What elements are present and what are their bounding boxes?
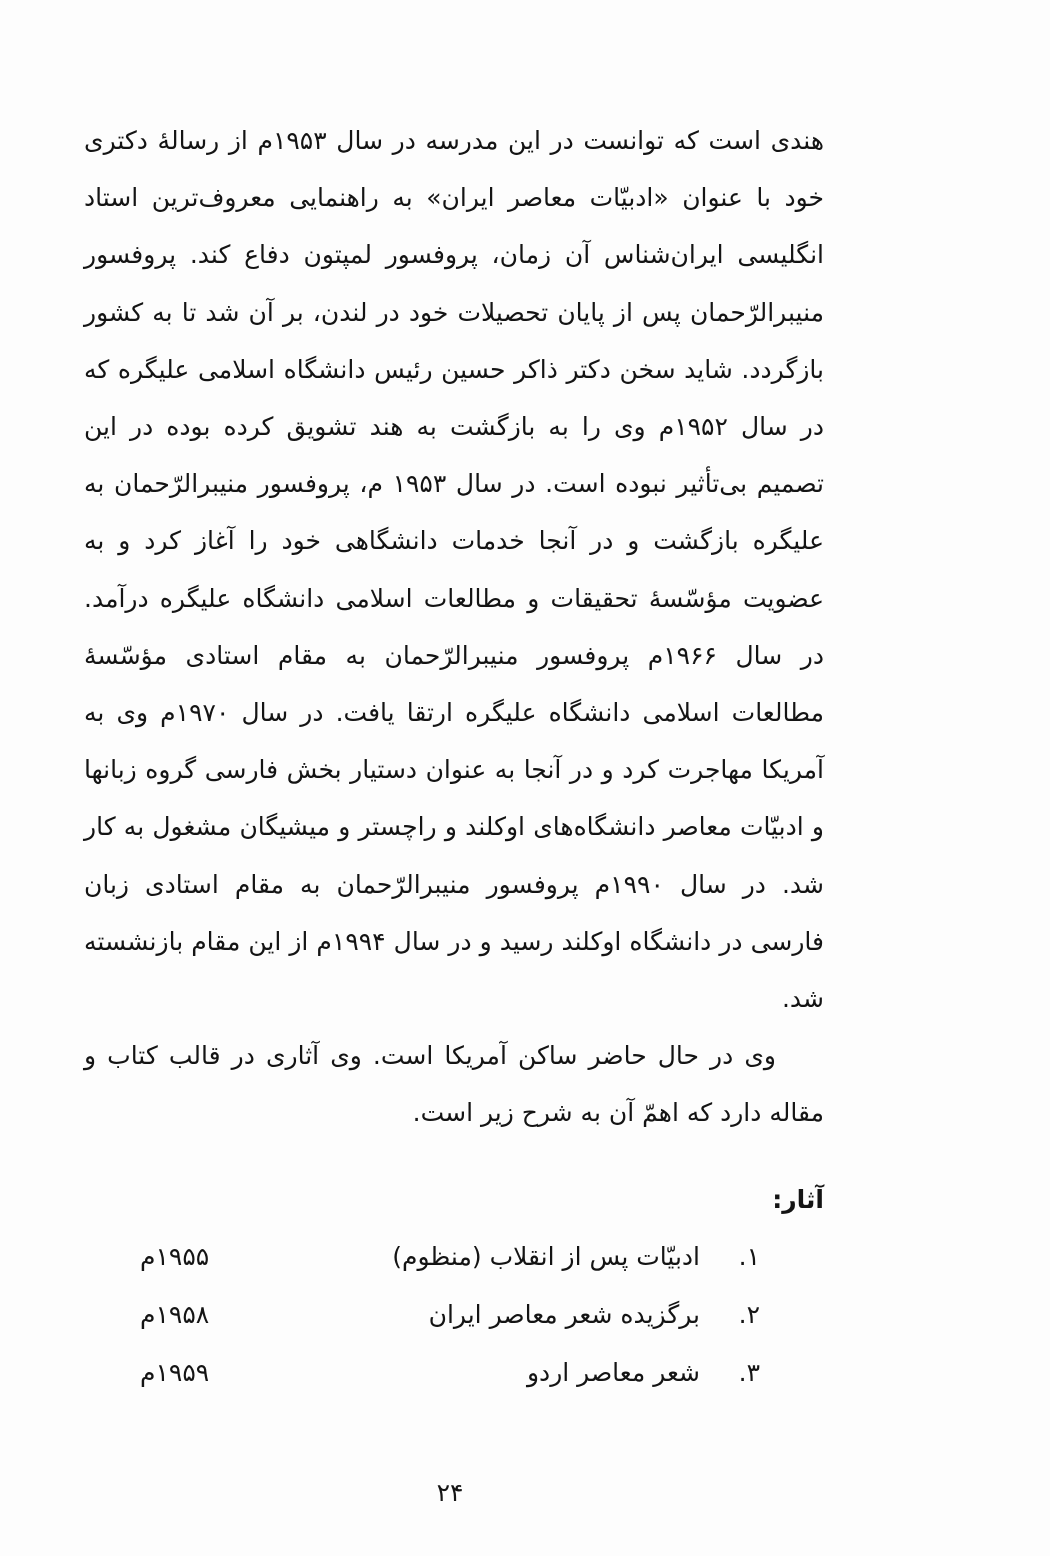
work-number: ۳. [738,1358,760,1387]
list-item [140,1236,760,1294]
work-year: ۱۹۵۸م [140,1300,210,1329]
work-number: ۲. [738,1300,760,1329]
work-title: ادبیّات پس از انقلاب (منظوم) [392,1242,700,1271]
biography-paragraph: هندی است که توانست در این مدرسه در سال ۱۹۵۳م از رسالهٔ دکتری خود با عنوان «ادبیّات معاصر ایران» به راهنمایی معروف‌ترین استاد انگلیسی ایران‌شناس آن زمان، پروفسور لمپتون دفاع کند. پروفسور منیبرالرّحمان پس از پایان تحصیلات خود در لندن، بر آن شد تا به کشور بازگردد. شاید سخن دکتر ذاکر حسین رئیس دانشگاه اسلامی علیگره که در سال ۱۹۵۲م وی را به بازگشت به هند تشویق کرده بوده در این تصمیم بی‌تأثیر نبوده است. در سال ۱۹۵۳ م، پروفسور منیبرالرّحمان به علیگره بازگشت و در آنجا خدمات دانشگاهی خود را آغاز کرد و به عضویت مؤسّسهٔ تحقیقات و مطالعات اسلامی دانشگاه علیگره درآمد. در سال ۱۹۶۶م پروفسور منیبرالرّحمان به مقام استادی مؤسّسهٔ مطالعات اسلامی دانشگاه علیگره ارتقا یافت. در سال ۱۹۷۰م وی به آمریکا مهاجرت کرد و در آنجا به عنوان دستیار بخش فارسی گروه زبانها و ادبیّات معاصر دانشگاه‌های اوکلند و راچستر و میشیگان مشغول به کار شد. در سال ۱۹۹۰م پروفسور منیبرالرّحمان به مقام استادی زبان فارسی در دانشگاه اوکلند رسید و در سال ۱۹۹۴م از این مقام بازنشسته شد. [84,126,825,1014]
work-title: برگزیده شعر معاصر ایران [428,1300,700,1329]
work-year: ۱۹۵۹م [140,1358,210,1387]
works-intro-paragraph: وی در حال حاضر ساکن آمریکا است. وی آثاری در قالب کتاب و مقاله دارد که اهمّ آن به شرح زیر است. [84,1041,824,1128]
body-text [84,112,824,1142]
list-item [140,1294,760,1352]
work-title: شعر معاصر اردو [526,1358,700,1387]
works-list [140,1236,760,1410]
works-heading: آثار: [772,1185,824,1214]
list-item [140,1352,760,1410]
work-year: ۱۹۵۵م [140,1242,210,1271]
page-number: ۲۴ [436,1478,464,1507]
work-number: ۱. [738,1242,760,1271]
